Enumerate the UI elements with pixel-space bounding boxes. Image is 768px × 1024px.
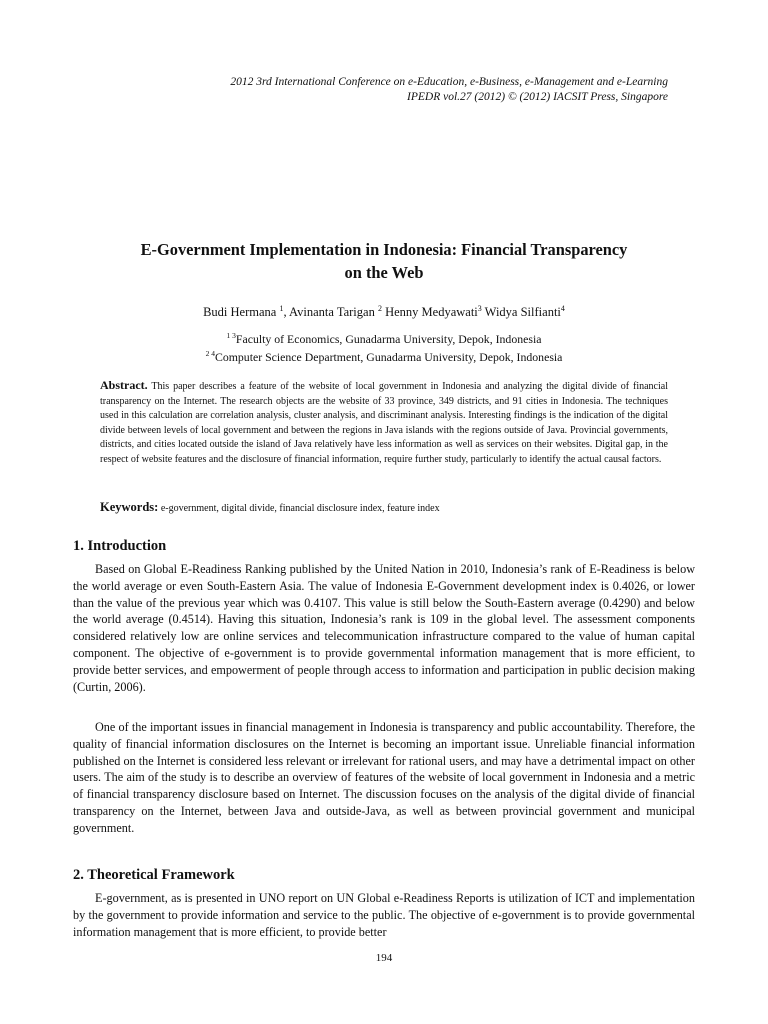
title-line-2: on the Web [344,263,424,282]
author-list [70,300,698,321]
body-paragraph: E-government, as is presented in UNO report on UN Global e-Readiness Reports is utilization of ICT and implementation by the government to provide information and service to the public. The objective of e-government is to provide governmental information management that is more efficient, to provide better [73,891,695,939]
keywords-text: e-government, digital divide, financial disclosure index, feature index [158,503,440,514]
section-heading-theoretical-framework: 2. Theoretical Framework [73,867,235,883]
author-name: Widya Silfianti [481,305,561,320]
affiliation-2 [70,346,698,365]
author-sup: 4 [560,304,565,313]
affiliation-sup: 1 3 [226,331,236,340]
abstract-label: Abstract. [100,378,148,392]
body-paragraph: One of the important issues in financial management in Indonesia is transparency and public accountability. Therefore, the quality of financial information disclosures on the Internet is becoming an important issue. Unreliable financial information published on the Internet is considered less relevant or irrelevant for rational users, and may have a detrimental impact on other users. The aim of the study is to describe an overview of features of the website of local government in Indonesia and a metric of financial transparency disclosure based on Internet. The discussion focuses on the analysis of the digital divide of financial transparency on the Internet, between Java and outside-Java, as well as between provincial government and municipal government. [73,720,695,835]
author-name: Budi Hermana [203,305,280,320]
author-sup: 2 [377,304,382,313]
keywords-label: Keywords: [100,500,159,514]
author-name: Henny Medyawati [381,305,478,320]
body-paragraph: Based on Global E-Readiness Ranking published by the United Nation in 2010, Indonesia’s rank of E-Readiness is below the world average or even South-Eastern Asia. The value of Indonesia E-Government development index is 0.4026, or lower than the value of the previous year which was 0.4107. This value is still below the South-Eastern average (0.4290) and below the world average (0.4514). Having this situation, Indonesia’s rank is 109 in the global level. The assessment components considered relatively low are online services and telecommunication infrastructure compared to the value of human capital component. The objective of e-government is to provide governmental information management that is more efficient, to provide better services, and empowerment of people through access to information and participation in public decision making (Curtin, 2006). [73,562,695,694]
title-line-1: E-Government Implementation in Indonesia: Financial Transparency [140,240,628,259]
page-number: 194 [375,952,393,964]
header-publisher: IPEDR vol.27 (2012) © (2012) IACSIT Press, Singapore [407,91,668,103]
author-sup: 1 [279,304,284,313]
paper-title [70,238,698,284]
section-heading-introduction: 1. Introduction [73,538,167,554]
affiliation-text: Faculty of Economics, Gunadarma University, Depok, Indonesia [235,331,542,346]
abstract-text: This paper describes a feature of the website of local government in Indonesia and analyzing the digital divide of financial transparency on the Internet. The research objects are the website of 33 province, 349 districts, and 91 cities in Indonesia. The techniques used in this calculation are correlation analysis, cluster analysis, and discriminant analysis. Interesting findings is the indication of the digital divide between levels of local government and between the regions in Java islands with the regions outside of Java. Provincial governments, districts, and cities located outside the island of Java relatively have less information as well as services on their websites. Digital gap, in the respect of website features and the disclosure of financial information, require further study, particularly to identify the actual causal factors. [100,381,668,465]
affiliation-1 [70,328,698,347]
keywords [100,500,668,516]
affiliation-text: Computer Science Department, Gunadarma University, Depok, Indonesia [214,349,563,364]
header-conference: 2012 3rd International Conference on e-Education, e-Business, e-Management and e-Learning [230,76,668,88]
abstract [100,378,668,468]
author-name: , Avinanta Tarigan [283,305,378,320]
running-header [108,75,668,105]
affiliation-sup: 2 4 [205,349,215,358]
author-sup: 3 [477,304,482,313]
